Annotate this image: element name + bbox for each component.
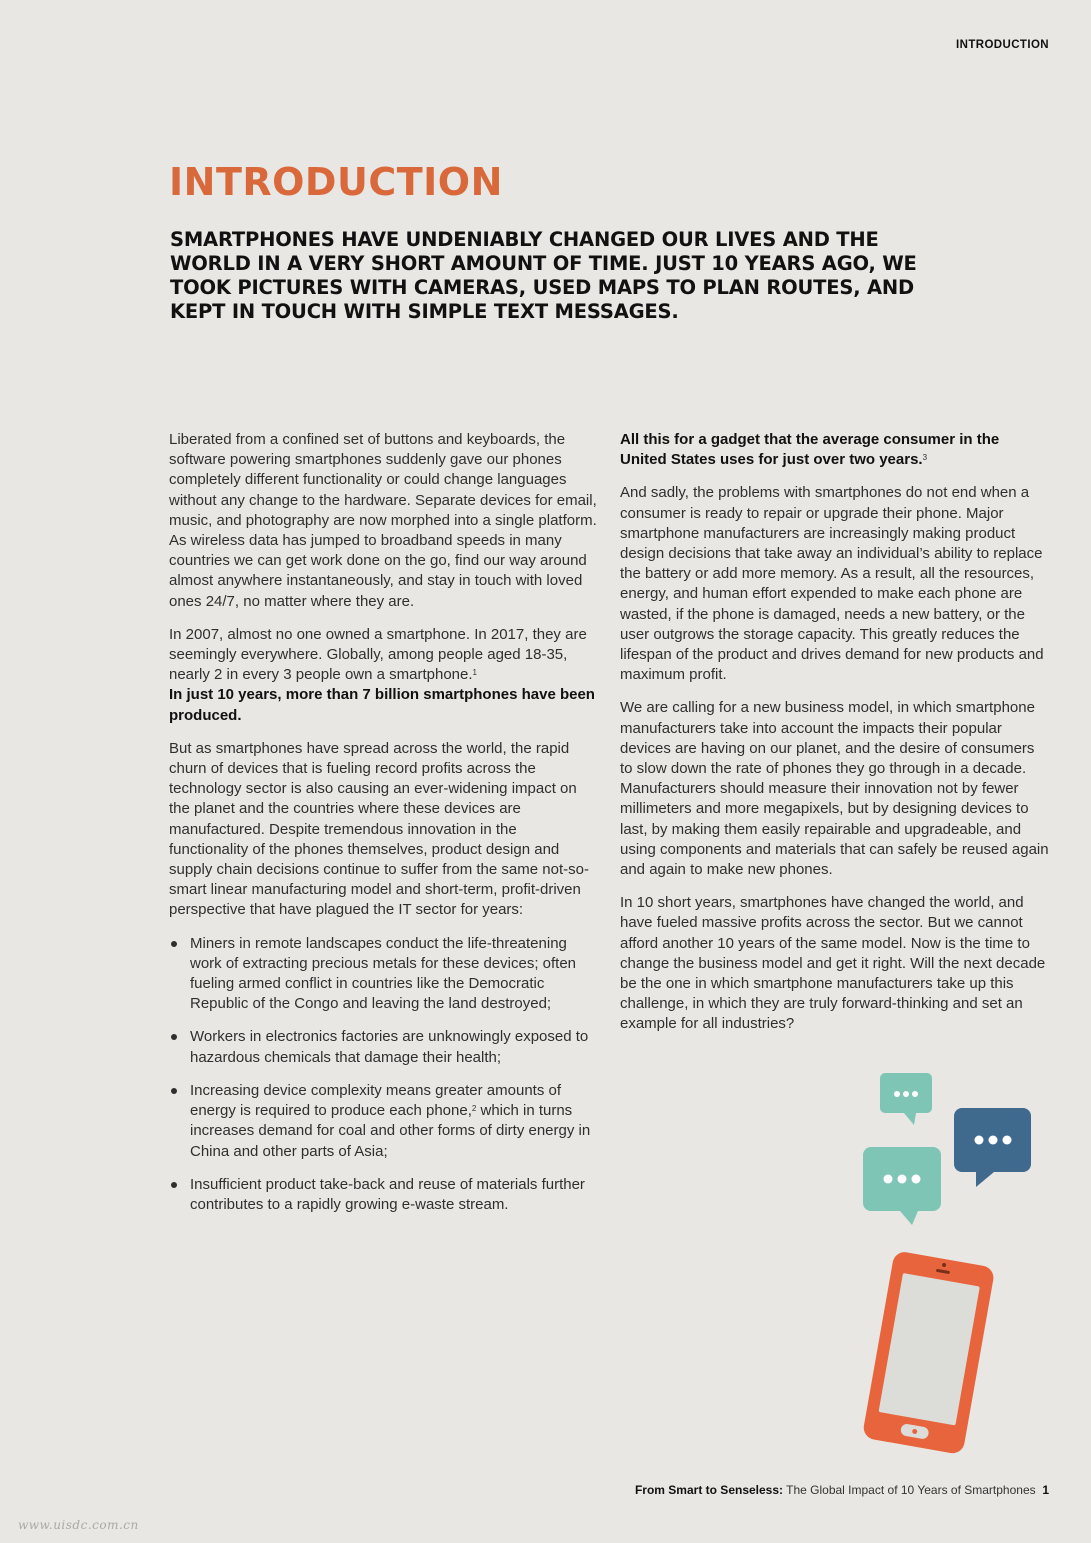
smartphone-icon (862, 1250, 995, 1455)
bullet-dot-icon (171, 1034, 177, 1040)
bullet-item: Insufficient product take-back and reuse of materials further contributes to a rapidly growing e-waste stream. (169, 1175, 599, 1215)
left-paragraph-2 (169, 625, 599, 726)
right-column (620, 430, 1050, 1048)
footnote-ref-1: 1 (472, 668, 477, 678)
bullet-item: Workers in electronics factories are unknowingly exposed to hazardous chemicals that damage their health; (169, 1027, 599, 1067)
right-paragraph-1: And sadly, the problems with smartphones do not end when a consumer is ready to repair or upgrade their phone. Major smartphone manufacturers are increasingly making product design decisions that take away an individual’s ability to replace the battery or add more memory. As a result, all the resources, energy, and human effort expended to make each phone are wasted, if the phone is damaged, needs a new battery, or the user outgrows the storage capacity. This greatly reduces the lifespan of the product and drives demand for new products and maximum profit. (620, 484, 1044, 684)
chat-bubble-small-icon (880, 1073, 932, 1125)
left-paragraph-1: Liberated from a confined set of buttons and keyboards, the software powering smartphones suddenly gave our phones completely different functionality or could change languages without any change to the hardware. Separate devices for email, music, and photography are now morphed into a single platform. As wireless data has jumped to broadband speeds in many countries we can get work done on the go, find our way around almost anywhere instantaneously, and stay in touch with loved ones 24/7, no matter where they are. (169, 431, 597, 610)
left-column (169, 430, 599, 1228)
smartphone-chat-illustration (840, 1065, 1060, 1465)
left-paragraph-2-text: In 2007, almost no one owned a smartphone. In 2017, they are seemingly everywhere. Globally, among people aged 18-35, nearly 2 in every 3 people own a smartphone. (169, 625, 587, 684)
bullet-item: Increasing device complexity means greater amounts of energy is required to produce each phone,$^2$ which in turns increases demand for coal and other forms of dirty energy in China and other parts of Asia; (169, 1081, 599, 1162)
bullet-dot-icon (171, 1088, 177, 1094)
lead-paragraph: SMARTPHONES HAVE UNDENIABLY CHANGED OUR LIVES AND THE WORLD IN A VERY SHORT AMOUNT OF TIME. JUST 10 YEARS AGO, WE TOOK PICTURES WITH CAMERAS, USED MAPS TO PLAN ROUTES, AND KEPT IN TOUCH WITH SIMPLE TEXT MESSAGES. (170, 228, 917, 323)
running-head: INTRODUCTION (956, 39, 1049, 51)
impact-bullet-list (169, 934, 599, 1215)
page-footer (635, 1483, 1049, 1497)
watermark: www.uisdc.com.cn (18, 1518, 139, 1532)
right-intro-bold: All this for a gadget that the average consumer in the United States uses for just over two years.$^3$ (620, 431, 1000, 469)
right-paragraph-3: In 10 short years, smartphones have changed the world, and have fueled massive profits across the sector. But we cannot afford another 10 years of the same model. Now is the time to change the business model and get it right. Will the next decade be the one in which smartphone manufacturers take up this challenge, in which they are truly forward-thinking and set an example for all industries? (620, 894, 1046, 1033)
page-title: INTRODUCTION (169, 160, 503, 204)
page-number: 1 (1042, 1483, 1049, 1497)
footnote-ref-3: 3 (922, 453, 928, 463)
bullet-dot-icon (171, 1182, 177, 1188)
footer-report-subtitle: The Global Impact of 10 Years of Smartphones (783, 1483, 1036, 1497)
chat-bubble-large-icon (863, 1147, 941, 1225)
bullet-item: Miners in remote landscapes conduct the life-threatening work of extracting precious metals for these devices; often fueling armed conflict in countries like the Democratic Republic of the Congo and leaving the land destroyed; (169, 934, 599, 1015)
footer-report-title: From Smart to Senseless: (634, 1483, 784, 1497)
left-highlight-statement: In just 10 years, more than 7 billion smartphones have been produced. (169, 686, 595, 724)
right-paragraph-2: We are calling for a new business model, in which smartphone manufacturers take into account the impacts their popular devices are having on our planet, and the desire of consumers to slow down the rate of phones they go through in a decade. Manufacturers should measure their innovation not by fewer millimeters and more megapixels, but by designing devices to last, by making them easily repairable and upgradeable, and using components and materials that can safely be reused again and again to make new phones. (620, 699, 1049, 879)
bullet-dot-icon (171, 941, 177, 947)
chat-bubble-blue-icon (954, 1108, 1031, 1187)
footnote-ref-2: 2 (471, 1104, 477, 1114)
left-paragraph-3: But as smartphones have spread across the world, the rapid churn of devices that is fueling record profits across the technology sector is also causing an ever-widening impact on the planet and the countries where these devices are manufactured. Despite tremendous innovation in the functionality of the phones themselves, product design and supply chain decisions continue to suffer from the same not-so-smart linear manufacturing model and short-term, profit-driven perspective that have plagued the IT sector for years: (169, 739, 589, 919)
